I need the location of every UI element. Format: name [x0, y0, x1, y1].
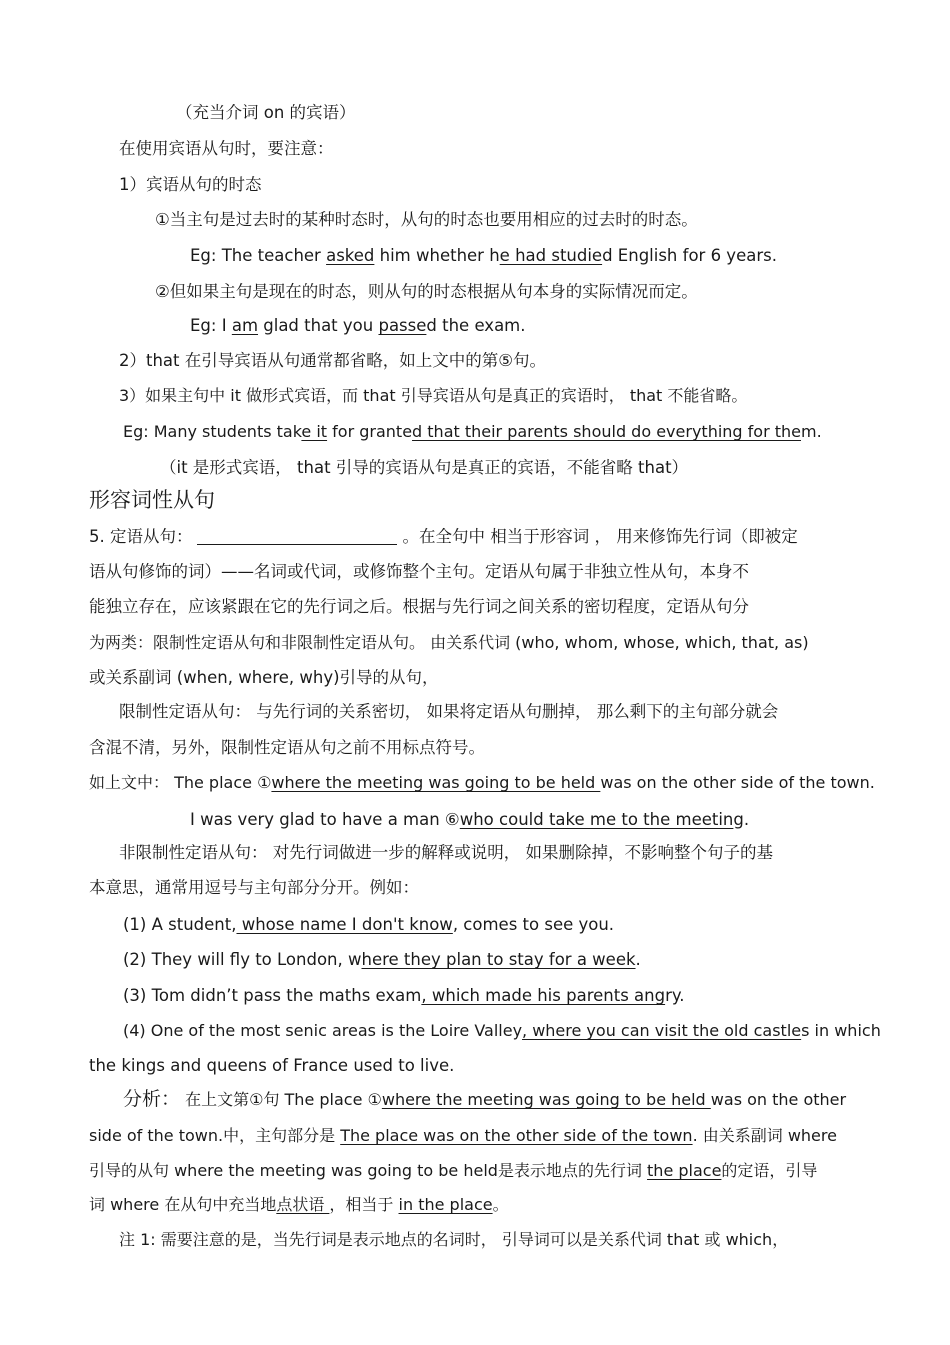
text-span: I was very glad to have a man ⑥	[190, 810, 460, 829]
text-line: 在使用宾语从句时，要注意：	[119, 139, 334, 158]
text-line: the kings and queens of France used to live.	[89, 1056, 455, 1075]
text-span: ，相当于	[329, 1195, 399, 1214]
example-line	[190, 809, 749, 831]
underlined-span: am	[231, 316, 259, 335]
text-line: 非限制性定语从句： 对先行词做进一步的解释或说明， 如果删除掉，不影响整个句子的基	[119, 843, 773, 862]
underlined-span: passe	[378, 316, 427, 335]
text-span: was on the other	[710, 1090, 847, 1109]
text-span: Eg: I	[190, 316, 232, 335]
text-span: s in which	[801, 1021, 881, 1040]
underlined-span: whose name I don't know	[236, 915, 453, 934]
text-span: ry.	[665, 986, 685, 1005]
text-span: d the exam.	[426, 316, 526, 335]
underlined-span: where the meeting was going to be held	[381, 1090, 711, 1109]
underlined-span: here they plan to stay for a week	[361, 950, 636, 969]
text-span: , comes to see you.	[452, 915, 615, 934]
underlined-span: in the place	[398, 1195, 493, 1214]
underlined-span: where the meeting was going to be held	[271, 773, 601, 792]
text-span: (1) A student,	[123, 915, 237, 934]
underlined-span: , which made his parents ang	[421, 986, 666, 1005]
text-span: 如上文中： The place ①	[89, 773, 272, 792]
fill-in-blank	[197, 528, 397, 545]
text-span: d English for 6 years.	[602, 246, 777, 265]
text-span: glad that you	[258, 316, 379, 335]
example-line	[123, 985, 685, 1007]
example-line	[123, 949, 641, 971]
text-line: ①当主句是过去时的某种时态时，从句的时态也要用相应的过去时的时态。	[155, 210, 698, 229]
underlined-span: 点状语	[276, 1195, 330, 1214]
example-line	[123, 914, 614, 936]
text-line: 1）宾语从句的时态	[119, 175, 262, 194]
text-line: （充当介词 on 的宾语）	[176, 103, 356, 122]
text-line: 或关系副词 (when, where, why)引导的从句，	[89, 668, 439, 687]
text-span: was on the other side of the town.	[600, 773, 875, 792]
text-line: （it 是形式宾语， that 引导的宾语从句是真正的宾语，不能省略 that）	[160, 458, 689, 477]
underlined-span: d that their parents should do everything for the	[412, 422, 801, 441]
underlined-span: who could take me to the meetin	[459, 810, 734, 829]
example-line	[190, 315, 526, 337]
text-line: 能独立存在，应该紧跟在它的先行词之后。根据与先行词之间关系的密切程度，定语从句分	[89, 597, 749, 616]
text-line: 为两类：限制性定语从句和非限制性定语从句。 由关系代词 (who, whom, whose, which, that, as)	[89, 633, 809, 652]
text-span: 。在全句中 相当于形容词 ， 用来修饰先行词（即被定	[402, 527, 798, 546]
example-line	[123, 421, 822, 443]
text-line	[89, 1194, 509, 1216]
text-span: side of the town.中，主句部分是	[89, 1126, 341, 1145]
text-line: 语从句修饰的词）——名词或代词，或修饰整个主句。定语从句属于非独立性从句，本身不	[89, 562, 749, 581]
text-span: .	[635, 950, 641, 969]
text-span: 5. 定语从句：	[89, 527, 193, 546]
text-line	[89, 1160, 817, 1182]
underlined-span: The place was on the other side of the town	[340, 1126, 693, 1145]
example-line	[123, 1020, 881, 1042]
underlined-span: the place	[647, 1161, 722, 1180]
underlined-span: e had studie	[499, 246, 603, 265]
text-span: Eg: The teacher	[190, 246, 327, 265]
text-span: 。	[492, 1195, 509, 1214]
underlined-span: e it	[301, 422, 328, 441]
text-line: 含混不清，另外，限制性定语从句之前不用标点符号。	[89, 738, 485, 757]
text-line: 限制性定语从句： 与先行词的关系密切， 如果将定语从句删掉， 那么剩下的主句部分就会	[119, 702, 779, 721]
text-span: 词 where 在从句中充当地	[89, 1195, 277, 1214]
text-line	[89, 1125, 837, 1147]
text-span: Eg: Many students tak	[123, 422, 302, 441]
example-line	[190, 245, 777, 267]
text-line: 2）that 在引导宾语从句通常都省略，如上文中的第⑤句。	[119, 351, 547, 370]
text-line	[89, 526, 798, 548]
text-span: 的定语，引导	[721, 1161, 818, 1180]
text-span: him whether h	[374, 246, 500, 265]
text-span: m.	[801, 422, 822, 441]
text-line: 本意思，通常用逗号与主句部分分开。例如：	[89, 878, 419, 897]
text-line: ②但如果主句是现在的时态，则从句的时态根据从句本身的实际情况而定。	[155, 282, 698, 301]
text-span: (3) Tom didn’t pass the maths exam	[123, 986, 422, 1005]
text-span: 在上文第①句 The place ①	[180, 1090, 382, 1109]
example-line	[89, 772, 875, 794]
text-span: . 由关系副词 where	[692, 1126, 837, 1145]
text-span: for grante	[327, 422, 413, 441]
text-span: (4) One of the most senic areas is the Loire Valley	[123, 1021, 523, 1040]
analysis-label: 分析：	[123, 1088, 181, 1110]
text-line: 3）如果主句中 it 做形式宾语，而 that 引导宾语从句是真正的宾语时， that 不能省略。	[119, 386, 748, 405]
analysis-line	[123, 1088, 846, 1111]
text-span: g.	[733, 810, 750, 829]
section-heading: 形容词性从句	[89, 488, 215, 512]
text-line: 注 1: 需要注意的是，当先行词是表示地点的名词时， 引导词可以是关系代词 that 或 which，	[119, 1230, 789, 1249]
underlined-span: , where you can visit the old castle	[522, 1021, 802, 1040]
underlined-span: asked	[326, 246, 375, 265]
text-span: 引导的从句 where the meeting was going to be held是表示地点的先行词	[89, 1161, 648, 1180]
text-span: (2) They will fly to London, w	[123, 950, 362, 969]
